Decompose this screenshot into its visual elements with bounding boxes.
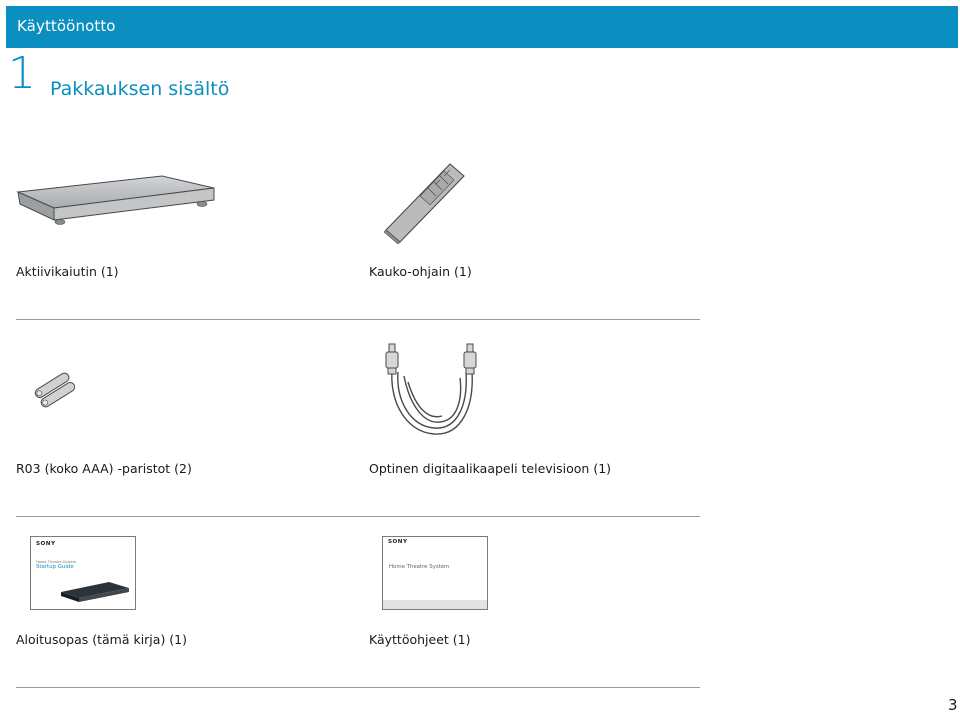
divider-2 [16,516,700,517]
operating-instructions-icon [382,536,488,610]
item-caption-speaker: Aktiivikaiutin (1) [16,264,119,279]
instructions-footer-band [383,600,487,609]
startup-guide-subtitle: Home Theatre System [36,560,77,564]
startup-guide-icon [30,536,136,610]
item-caption-batteries: R03 (koko AAA) -paristot (2) [16,461,192,476]
instructions-title: Home Theatre System [389,564,450,570]
item-caption-remote: Kauko-ohjain (1) [369,264,472,279]
item-caption-instructions: Käyttöohjeet (1) [369,632,471,647]
speaker-bar-thumbnail-icon [59,580,131,604]
batteries-icon [30,372,80,408]
page-number: 3 [948,696,958,714]
startup-guide-brand: SONY [36,541,56,547]
item-caption-startup-guide: Aloitusopas (tämä kirja) (1) [16,632,187,647]
remote-control-icon [380,158,470,246]
header-title: Käyttöönotto [17,17,116,35]
section-title: Pakkauksen sisältö [50,78,230,100]
speaker-bar-icon [14,170,220,232]
section-number: 1 [8,48,36,99]
instructions-brand: SONY [388,539,408,545]
startup-guide-title: Startup Guide [36,564,74,570]
optical-cable-icon [376,342,484,440]
section-header-bar [6,6,958,48]
divider-1 [16,319,700,320]
item-caption-optical-cable: Optinen digitaalikaapeli televisioon (1) [369,461,612,476]
divider-3 [16,687,700,688]
